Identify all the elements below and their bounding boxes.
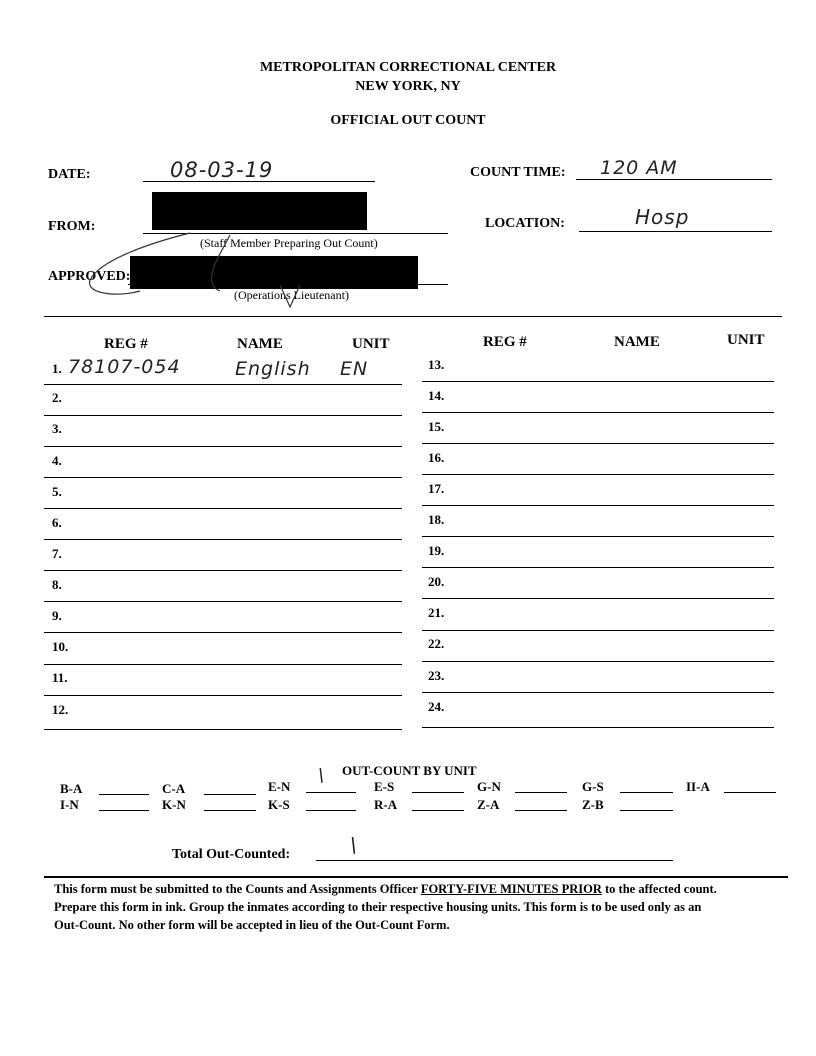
right-row-number: 19. [428, 543, 445, 558]
left-row-number: 2. [52, 390, 62, 405]
right-row-line [422, 567, 774, 568]
count-time-label: COUNT TIME: [470, 165, 566, 180]
unit-label: G-N [477, 779, 501, 794]
right-row-number: 24. [428, 699, 445, 714]
right-row-line [422, 661, 774, 662]
approved-caption: (Operations Lieutenant) [234, 288, 349, 302]
left-row-line [44, 664, 402, 665]
unit-label: Z-B [582, 797, 604, 812]
left-row-number: 4. [52, 453, 62, 468]
unit-blank[interactable] [515, 792, 567, 793]
right-reg-header: REG # [483, 334, 527, 350]
right-row-line [422, 381, 774, 382]
signature-scribble [80, 225, 380, 315]
left-row-line [44, 601, 402, 602]
left-row-line [44, 632, 402, 633]
from-caption: (Staff Member Preparing Out Count) [200, 236, 378, 250]
left-row-number: 5. [52, 484, 62, 499]
section-divider-bottom [44, 876, 788, 878]
count-time-value[interactable]: 120 AM [600, 157, 678, 179]
location-value[interactable]: Hosp [635, 205, 690, 229]
unit-label: R-A [374, 797, 398, 812]
unit-blank[interactable] [412, 792, 464, 793]
right-row-number: 15. [428, 419, 445, 434]
unit-blank[interactable] [412, 810, 464, 811]
from-label: FROM: [48, 219, 96, 234]
unit-en-value[interactable]: \ [318, 765, 326, 786]
left-row-line [44, 539, 402, 540]
right-row-line [422, 727, 774, 728]
location-underline [579, 231, 772, 232]
unit-blank[interactable] [620, 792, 673, 793]
unit-label: C-A [162, 781, 186, 796]
unit-label: B-A [60, 781, 83, 796]
unit-label: E-S [374, 779, 395, 794]
facility-name: METROPOLITAN CORRECTIONAL CENTER [259, 60, 557, 75]
right-row-number: 13. [428, 357, 445, 372]
right-row-line [422, 630, 774, 631]
right-name-header: NAME [614, 334, 660, 350]
left-row-number: 1. [52, 361, 62, 376]
unit-blank[interactable] [99, 810, 149, 811]
left-name-header: NAME [237, 336, 283, 352]
left-row-number: 3. [52, 421, 62, 436]
date-value[interactable]: 08-03-19 [170, 158, 274, 182]
right-row-number: 14. [428, 388, 445, 403]
right-row-number: 23. [428, 668, 445, 683]
left-row-number: 12. [52, 702, 69, 717]
left-row-line [44, 695, 402, 696]
row-1-reg-value[interactable]: 78107-054 [68, 356, 181, 378]
right-row-number: 20. [428, 574, 445, 589]
section-divider-top [44, 316, 782, 317]
left-row-number: 10. [52, 639, 69, 654]
right-row-number: 22. [428, 636, 445, 651]
unit-label: G-S [582, 779, 604, 794]
instructions-line-2: Prepare this form in ink. Group the inmates according to their respective housing units. This form is to be used only as an [54, 900, 702, 914]
left-row-number: 11. [52, 670, 68, 685]
left-reg-header: REG # [104, 336, 148, 352]
facility-location: NEW YORK, NY [355, 79, 461, 94]
right-unit-header: UNIT [727, 332, 765, 348]
unit-blank[interactable] [204, 810, 256, 811]
left-row-line [44, 570, 402, 571]
left-row-line [44, 446, 402, 447]
left-row-number: 6. [52, 515, 62, 530]
right-row-line [422, 536, 774, 537]
unit-blank[interactable] [620, 810, 673, 811]
unit-blank[interactable] [306, 792, 356, 793]
left-unit-header: UNIT [352, 336, 390, 352]
right-row-number: 17. [428, 481, 445, 496]
right-row-number: 21. [428, 605, 445, 620]
instructions-line-3: Out-Count. No other form will be accepted in lieu of the Out-Count Form. [54, 918, 450, 932]
instructions-line-1: This form must be submitted to the Counts and Assignments Officer FORTY-FIVE MINUTES PRIOR to the affected count. [54, 882, 717, 896]
left-row-number: 8. [52, 577, 62, 592]
right-row-line [422, 474, 774, 475]
left-row-line [44, 729, 402, 730]
approved-label: APPROVED: [48, 269, 131, 284]
unit-blank[interactable] [306, 810, 356, 811]
right-row-line [422, 692, 774, 693]
deadline-emphasis: FORTY-FIVE MINUTES PRIOR [420, 882, 602, 896]
right-row-number: 18. [428, 512, 445, 527]
row-1-name-value[interactable]: English [235, 358, 311, 380]
unit-label: I-N [60, 797, 79, 812]
unit-blank[interactable] [724, 792, 776, 793]
left-row-line [44, 415, 402, 416]
unit-blank[interactable] [204, 794, 256, 795]
location-label: LOCATION: [485, 216, 565, 231]
left-row-line [44, 477, 402, 478]
unit-blank[interactable] [99, 794, 149, 795]
right-row-line [422, 443, 774, 444]
form-title: OFFICIAL OUT COUNT [330, 113, 486, 128]
right-row-line [422, 412, 774, 413]
total-out-counted-label: Total Out-Counted: [172, 847, 291, 862]
date-label: DATE: [48, 167, 91, 182]
right-row-line [422, 598, 774, 599]
left-row-number: 7. [52, 546, 62, 561]
unit-label: E-N [268, 779, 291, 794]
row-1-unit-value[interactable]: EN [340, 358, 369, 380]
total-underline [316, 860, 673, 861]
instructions [54, 880, 794, 934]
total-out-counted-value[interactable]: \ [350, 833, 358, 857]
count-time-underline [576, 179, 772, 180]
unit-label: K-S [268, 797, 290, 812]
right-row-line [422, 505, 774, 506]
unit-label: II-A [686, 779, 710, 794]
unit-label: K-N [162, 797, 186, 812]
unit-label: Z-A [477, 797, 500, 812]
left-row-number: 9. [52, 608, 62, 623]
left-row-line [44, 508, 402, 509]
out-count-by-unit-title: OUT-COUNT BY UNIT [342, 763, 477, 778]
right-row-number: 16. [428, 450, 445, 465]
unit-blank[interactable] [515, 810, 567, 811]
left-row-line [44, 384, 402, 385]
